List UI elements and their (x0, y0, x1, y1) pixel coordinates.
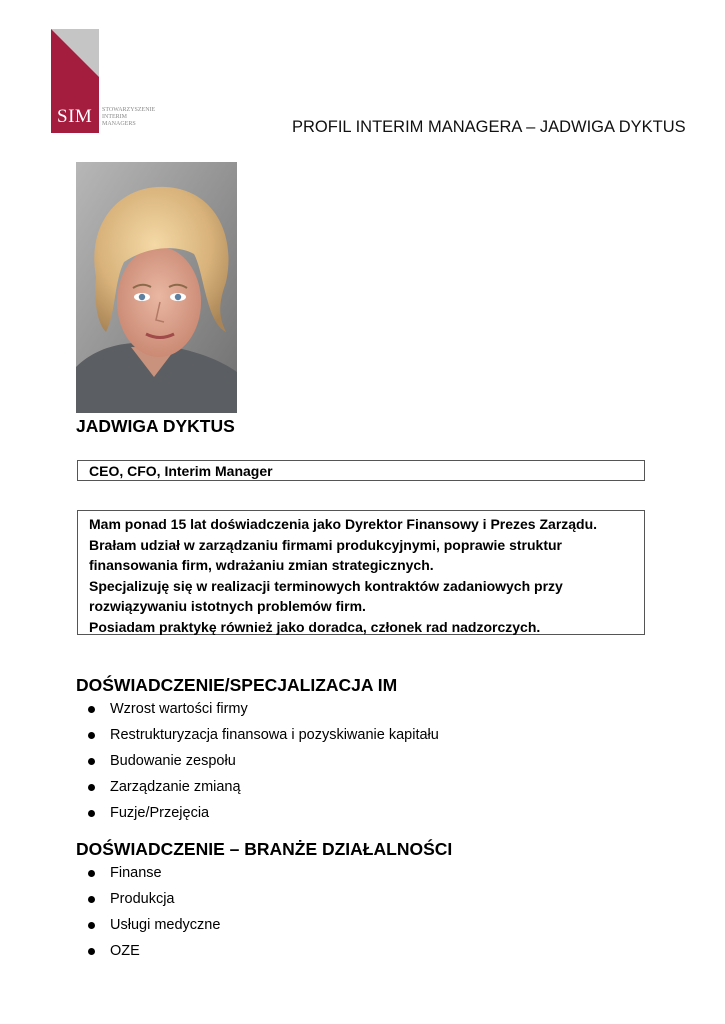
list-item-label: Produkcja (110, 891, 175, 907)
logo-subtitle-line: STOWARZYSZENIE (102, 107, 156, 113)
list-item (88, 752, 439, 778)
role-box (77, 460, 645, 481)
list-item (88, 726, 439, 752)
summary-line: finansowania firm, wdrażaniu zmian strategicznych. (89, 557, 434, 574)
list-item-label: Usługi medyczne (110, 917, 221, 933)
summary-line: Brałam udział w zarządzaniu firmami produkcyjnymi, poprawie struktur (89, 536, 562, 553)
summary-line: Posiadam praktykę również jako doradca, członek rad nadzorczych. (89, 618, 541, 635)
sim-logo (51, 29, 161, 133)
summary-box (77, 510, 645, 635)
list-item (88, 700, 439, 726)
bullet-icon (88, 922, 95, 929)
list-item (88, 804, 439, 830)
bullet-icon (88, 810, 95, 817)
list-item (88, 942, 220, 968)
logo-subtitle-line: INTERIM (102, 114, 127, 120)
logo-subtitle-line: MANAGERS (102, 121, 136, 127)
list-item (88, 916, 220, 942)
person-name: JADWIGA DYKTUS (76, 416, 235, 436)
specialization-list (88, 700, 439, 830)
summary-line: rozwiązywaniu istotnych problemów firm. (89, 598, 366, 615)
bullet-icon (88, 948, 95, 955)
portrait-photo (76, 162, 237, 413)
list-item (88, 778, 439, 804)
section-heading-industries: DOŚWIADCZENIE – BRANŻE DZIAŁALNOŚCI (76, 839, 453, 859)
list-item-label: Wzrost wartości firmy (110, 701, 248, 717)
list-item-label: OZE (110, 943, 140, 959)
logo-subtitle (102, 107, 162, 128)
list-item-label: Finanse (110, 865, 162, 881)
logo-abbreviation: SIM (57, 106, 93, 127)
bullet-icon (88, 732, 95, 739)
industries-list (88, 864, 220, 968)
bullet-icon (88, 758, 95, 765)
list-item-label: Fuzje/Przejęcia (110, 805, 210, 821)
bullet-icon (88, 784, 95, 791)
list-item-label: Zarządzanie zmianą (110, 779, 241, 795)
list-item (88, 864, 220, 890)
list-item (88, 890, 220, 916)
list-item-label: Budowanie zespołu (110, 753, 236, 769)
bullet-icon (88, 870, 95, 877)
document-title: PROFIL INTERIM MANAGERA – JADWIGA DYKTUS (292, 118, 686, 136)
bullet-icon (88, 706, 95, 713)
summary-line: Mam ponad 15 lat doświadczenia jako Dyrektor Finansowy i Prezes Zarządu. (89, 516, 598, 532)
portrait-illustration (76, 162, 237, 413)
role-text: CEO, CFO, Interim Manager (89, 463, 273, 479)
bullet-icon (88, 896, 95, 903)
summary-line: Specjalizuję się w realizacji terminowych kontraktów zadaniowych przy (89, 577, 563, 594)
section-heading-specialization: DOŚWIADCZENIE/SPECJALIZACJA IM (76, 675, 398, 695)
list-item-label: Restrukturyzacja finansowa i pozyskiwanie kapitału (110, 727, 439, 743)
